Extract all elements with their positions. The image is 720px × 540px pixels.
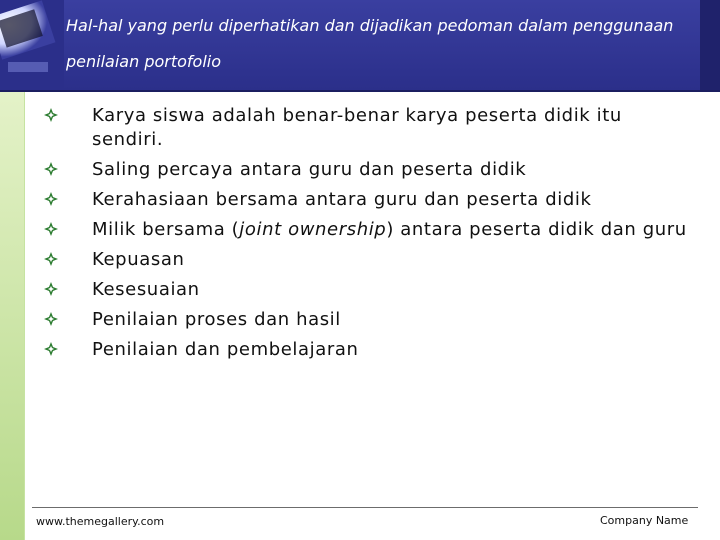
bullet-text: Kesesuaian: [92, 279, 200, 300]
header-divider: [0, 90, 720, 92]
bullet-text: Penilaian dan pembelajaran: [92, 339, 359, 360]
diamond-bullet-icon: [42, 280, 60, 298]
diamond-bullet-icon: [42, 220, 60, 238]
bullet-text-italic: joint ownership: [239, 219, 387, 240]
list-item: [38, 218, 698, 242]
list-item: [38, 248, 698, 272]
list-item: [38, 338, 698, 362]
computer-monitor-icon: [0, 0, 64, 90]
list-item: [38, 104, 698, 152]
diamond-bullet-icon: [42, 106, 60, 124]
bullet-list: [38, 104, 698, 368]
bullet-text-prefix: Milik bersama (: [92, 219, 240, 240]
diamond-bullet-icon: [42, 340, 60, 358]
bullet-text-suffix: ) antara peserta didik dan guru: [386, 219, 687, 240]
sidebar-edge: [24, 92, 25, 540]
bullet-text: Saling percaya antara guru dan peserta didik: [92, 159, 527, 180]
list-item: [38, 158, 698, 182]
bullet-text: Kerahasiaan bersama antara guru dan peserta didik: [92, 189, 592, 210]
bullet-text: Kepuasan: [92, 249, 185, 270]
list-item: [38, 308, 698, 332]
diamond-bullet-icon: [42, 250, 60, 268]
list-item: [38, 278, 698, 302]
bullet-text: Penilaian proses dan hasil: [92, 309, 341, 330]
footer-divider: [32, 507, 698, 508]
header-accent: [700, 0, 720, 90]
diamond-bullet-icon: [42, 160, 60, 178]
bullet-text: [92, 218, 698, 242]
left-sidebar-strip: [0, 92, 24, 540]
diamond-bullet-icon: [42, 310, 60, 328]
footer-website: www.themegallery.com: [36, 515, 165, 528]
diamond-bullet-icon: [42, 190, 60, 208]
list-item: [38, 188, 698, 212]
slide-title: Hal-hal yang perlu diperhatikan dan dijadikan pedoman dalam penggunaan penilaian portofolio: [66, 16, 674, 71]
bullet-text: Karya siswa adalah benar-benar karya peserta didik itu sendiri.: [92, 105, 622, 150]
footer-company: Company Name: [600, 514, 689, 527]
